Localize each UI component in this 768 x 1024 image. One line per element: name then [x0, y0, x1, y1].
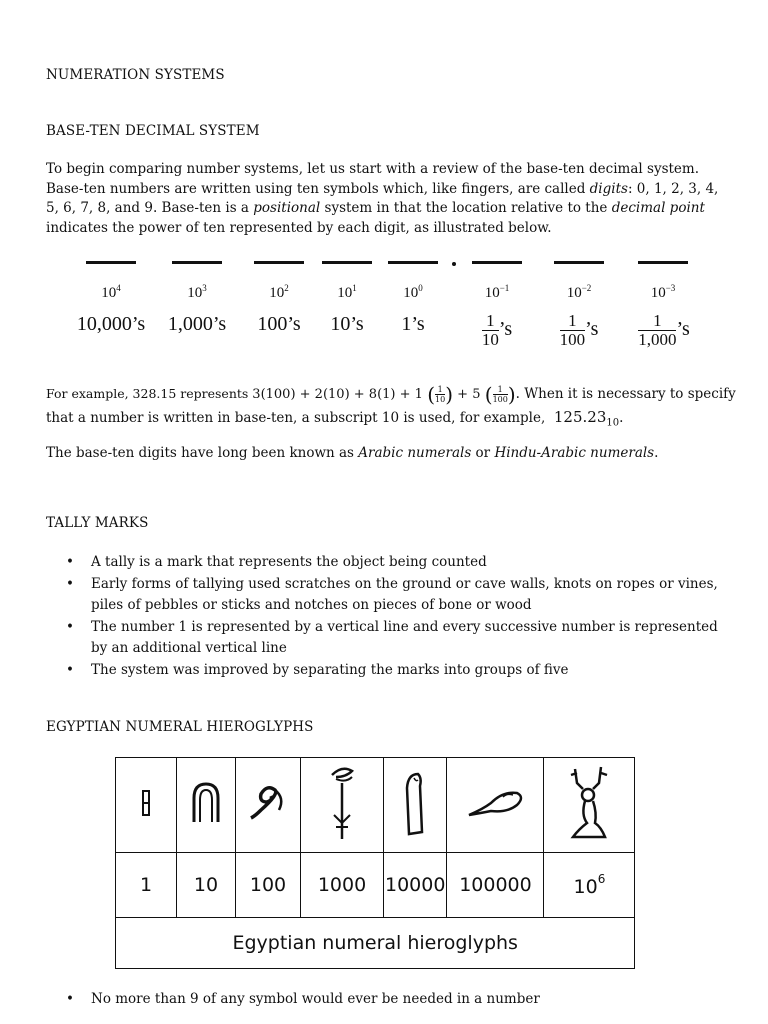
- tadpole-glyph-icon: [447, 758, 544, 853]
- decimal-point: [452, 262, 456, 266]
- example-paragraph: For example, 328.15 represents 3(100) + 2(10) + 8(1) + 1 ( $\frac{1}{10}$ ) + 5 ( $\frac{1}{100}$ ). When it is necessary to specify that a number is written in base-ten, a subscript 10 is used, for example, $125.23_{10}$.: [46, 382, 736, 429]
- arabic-numerals-paragraph: The base-ten digits have long been known as Arabic numerals or Hindu-Arabic numerals.: [46, 445, 659, 461]
- section-heading-base-ten: BASE-TEN DECIMAL SYSTEM: [46, 123, 260, 139]
- list-item: • The system was improved by separating the marks into groups of five: [66, 660, 731, 682]
- heel-bone-glyph-icon: [177, 758, 236, 853]
- lotus-flower-glyph-icon: [301, 758, 384, 853]
- page-title: NUMERATION SYSTEMS: [46, 67, 225, 83]
- egyptian-hieroglyph-table: [115, 757, 635, 969]
- intro-paragraph: To begin comparing number systems, let us start with a review of the base-ten decimal system. Base-ten numbers are written using ten symbols which, like fingers, are called digits: 0, 1, 2, 3, 4, 5, 6, 7, 8, and 9. Base-ten is a positional system in that the location relative to the decimal point indicates the power of ten represented by each digit, as illustrated below.: [46, 161, 719, 236]
- table-cell: 1: [116, 853, 177, 918]
- list-item: • No more than 9 of any symbol would ever be needed in a number: [66, 989, 731, 1011]
- astonished-man-glyph-icon: [544, 758, 635, 853]
- egyptian-bullet-list: [66, 989, 731, 1011]
- table-cell: 100000: [447, 853, 544, 918]
- table-cell: $10^6$: [544, 853, 635, 918]
- table-cell: 1000: [301, 853, 384, 918]
- table-cell: 10000: [384, 853, 447, 918]
- place-value-diagram: $10^4$ 10,000’s $10^3$ 1,000’s $10^2$ 100’s $10^1$ 10’s $10^0$ 1’s $10^{-1}$ $\frac{1}{10}$ ’s $10^{-2}$ $\frac{1}{100}$ ’s $10^{-3}$ $\frac{1}{1,000}$ ’s: [0, 255, 768, 365]
- staff-glyph-icon: [116, 758, 177, 853]
- list-item: • The number 1 is represented by a vertical line and every successive number is represented by an additional vertical line: [66, 617, 731, 660]
- table-caption: Egyptian numeral hieroglyphs: [116, 918, 635, 969]
- section-heading-egyptian: EGYPTIAN NUMERAL HIEROGLYPHS: [46, 719, 314, 735]
- finger-glyph-icon: [384, 758, 447, 853]
- table-cell: 10: [177, 853, 236, 918]
- list-item: • A tally is a mark that represents the object being counted: [66, 552, 731, 574]
- tally-bullet-list: [66, 552, 731, 681]
- table-cell: 100: [236, 853, 301, 918]
- section-heading-tally: TALLY MARKS: [46, 515, 149, 531]
- coil-of-rope-glyph-icon: [236, 758, 301, 853]
- list-item: • Early forms of tallying used scratches on the ground or cave walls, knots on ropes or vines, piles of pebbles or sticks and notches on pieces of bone or wood: [66, 574, 731, 617]
